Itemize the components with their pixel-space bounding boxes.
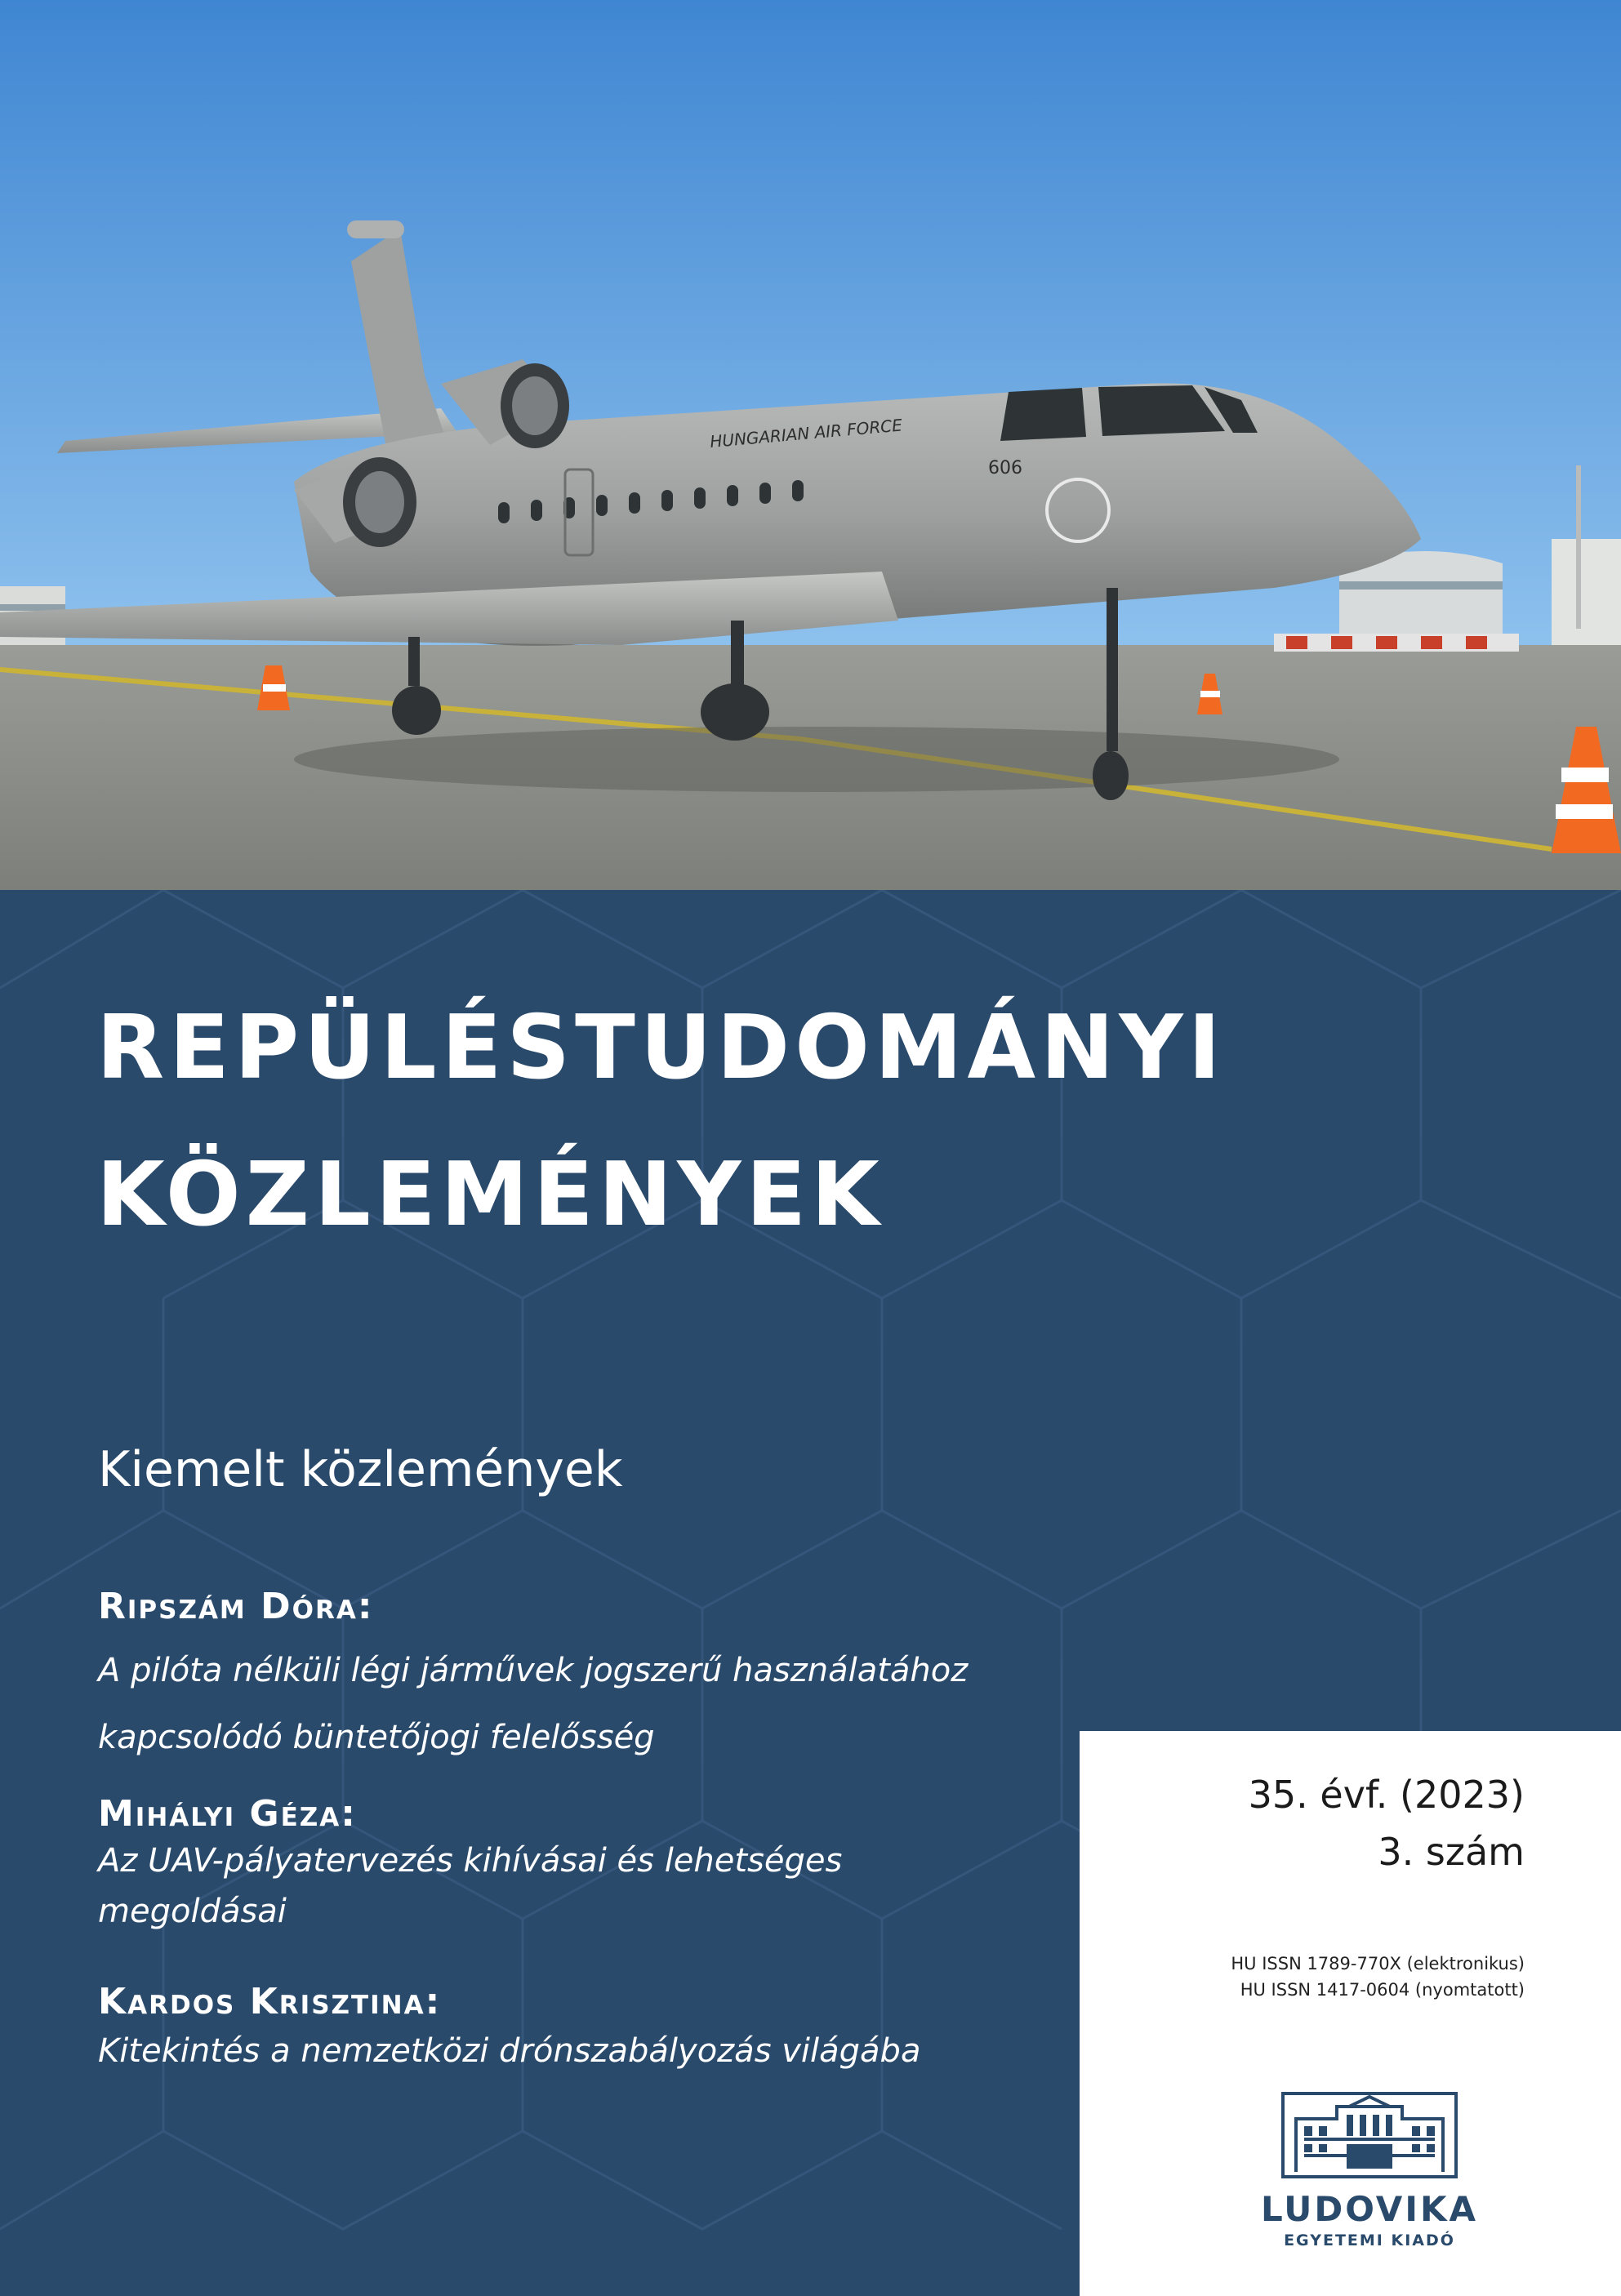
volume-year: 35. évf. (2023) [1248, 1773, 1525, 1817]
issue-info-box [1080, 1731, 1621, 2296]
section-heading: Kiemelt közlemények [98, 1441, 623, 1498]
article-author: Kardos Krisztina: [98, 1981, 442, 2022]
issue-number: 3. szám [1378, 1830, 1525, 1874]
journal-title-line-1: REPÜLÉSTUDOMÁNYI [96, 997, 1226, 1099]
article-author: Mihályi Géza: [98, 1793, 357, 1835]
article-title: Kitekintés a nemzetközi drónszabályozás világába [98, 2032, 921, 2070]
article-title: Az UAV-pályatervezés kihívásai és lehetséges megoldásai [98, 1842, 843, 1930]
publisher-name: LUDOVIKA [1261, 2189, 1478, 2229]
cover-photo-aircraft [0, 0, 1621, 890]
publisher-subtitle: EGYETEMI KIADÓ [1284, 2231, 1455, 2249]
issn-print: HU ISSN 1417-0604 (nyomtatott) [1240, 1980, 1525, 2000]
issn-electronic: HU ISSN 1789-770X (elektronikus) [1231, 1954, 1525, 1973]
aircraft-number: 606 [988, 458, 1022, 478]
journal-title-line-2: KÖZLEMÉNYEK [96, 1144, 884, 1246]
article-author: Ripszám Dóra: [98, 1586, 374, 1627]
article-title: A pilóta nélküli légi járművek jogszerű használatához kapcsolódó büntetőjogi felelősség [98, 1652, 969, 1756]
fuselage-lettering: HUNGARIAN AIR FORCE [709, 415, 903, 452]
publisher-building-logo-icon [1280, 2090, 1459, 2180]
